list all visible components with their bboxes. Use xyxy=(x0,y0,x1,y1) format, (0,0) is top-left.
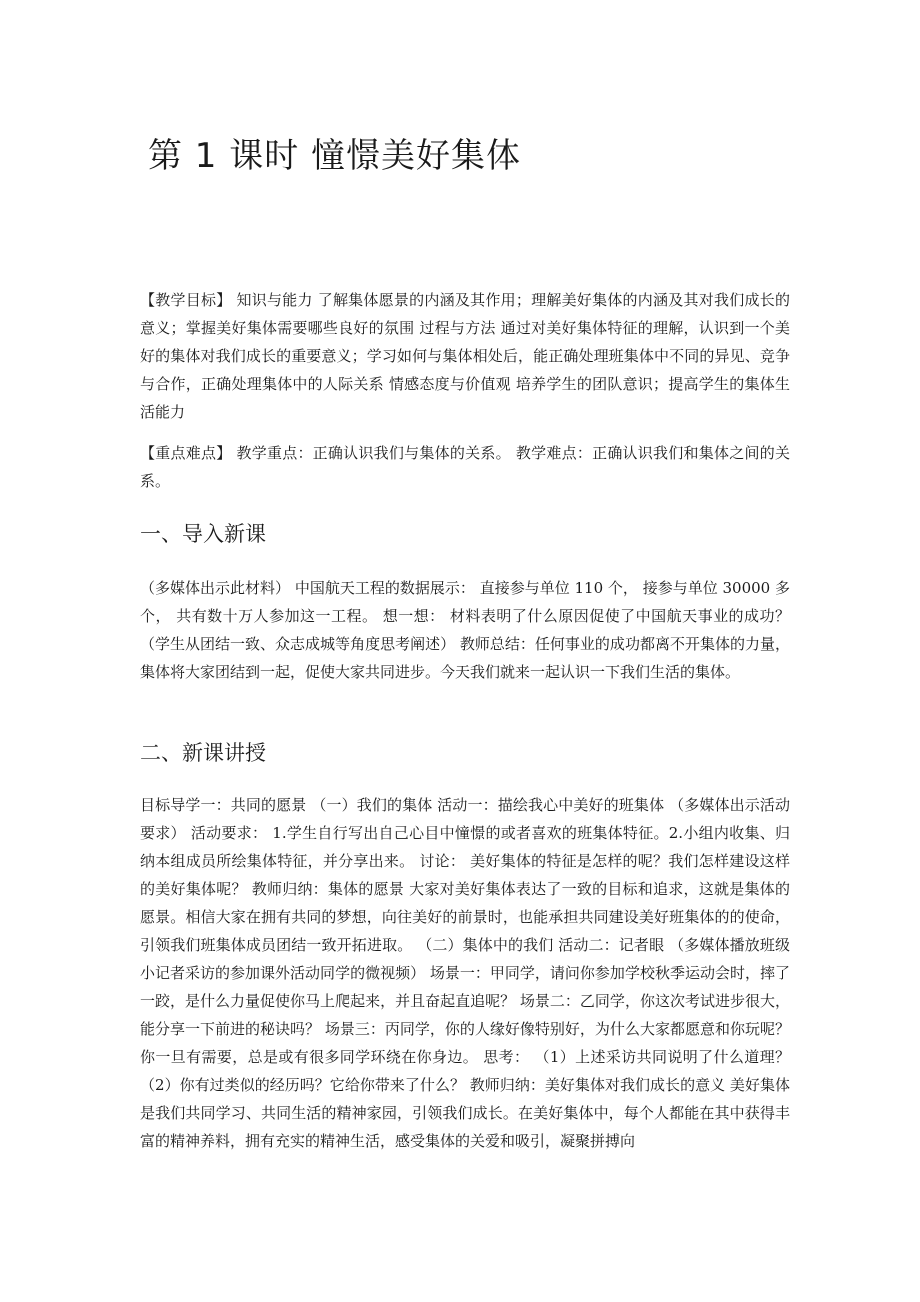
page-title: 第 1 课时 憧憬美好集体 xyxy=(148,136,522,176)
section-body-intro: （多媒体出示此材料） 中国航天工程的数据展示： 直接参与单位 110 个， 接参与单位 30000 多个， 共有数十万人参加这一工程。 想一想： 材料表明了什么原因促使了中国航天事业的成功？ （学生从团结一致、众志成城等角度思考阐述） 教师总结：任何事业的成功都离不开集体的力量，集体将大家团结到一起，促使大家共同进步。今天我们就来一起认识一下我们生活的集体。 xyxy=(140,579,790,681)
section-heading-intro: 一、导入新课 xyxy=(140,522,266,546)
teaching-objectives-paragraph: 【教学目标】 知识与能力 了解集体愿景的内涵及其作用；理解美好集体的内涵及其对我们成长的意义；掌握美好集体需要哪些良好的氛围 过程与方法 通过对美好集体特征的理解，认识到一个美好的集体对我们成长的重要意义；学习如何与集体相处后，能正确处理班集体中不同的异见、竞争与合作，正确处理集体中的人际关系 情感态度与价值观 培养学生的团队意识；提高学生的集体生活能力 xyxy=(140,291,790,421)
section-heading-new-lesson: 二、新课讲授 xyxy=(140,741,266,765)
section-body-new-lesson: 目标导学一：共同的愿景 （一）我们的集体 活动一：描绘我心中美好的班集体 （多媒体出示活动要求） 活动要求： 1.学生自行写出自己心目中憧憬的或者喜欢的班集体特征。2.小组内收集、归纳本组成员所绘集体特征，并分享出来。 讨论： 美好集体的特征是怎样的呢？我们怎样建设这样的美好集体呢？ 教师归纳：集体的愿景 大家对美好集体表达了一致的目标和追求，这就是集体的愿景。相信大家在拥有共同的梦想，向往美好的前景时，也能承担共同建设美好班集体的的使命，引领我们班集体成员团结一致开拓进取。 （二）集体中的我们 活动二：记者眼 （多媒体播放班级小记者采访的参加课外活动同学的微视频） 场景一：甲同学，请问你参加学校秋季运动会时，摔了一跤，是什么力量促使你马上爬起来，并且奋起直追呢？ 场景二：乙同学，你这次考试进步很大，能分享一下前进的秘诀吗？ 场景三：丙同学，你的人缘好像特别好，为什么大家都愿意和你玩呢？你一旦有需要，总是或有很多同学环绕在你身边。 思考： （1）上述采访共同说明了什么道理？ （2）你有过类似的经历吗？它给你带来了什么？ 教师归纳：美好集体对我们成长的意义 美好集体是我们共同学习、共同生活的精神家园，引领我们成长。在美好集体中，每个人都能在其中获得丰富的精神养料，拥有充实的精神生活，感受集体的关爱和吸引，凝聚拼搏向 xyxy=(140,796,790,1150)
key-difficult-points-paragraph: 【重点难点】 教学重点：正确认识我们与集体的关系。 教学难点：正确认识我们和集体之间的关系。 xyxy=(140,444,790,490)
